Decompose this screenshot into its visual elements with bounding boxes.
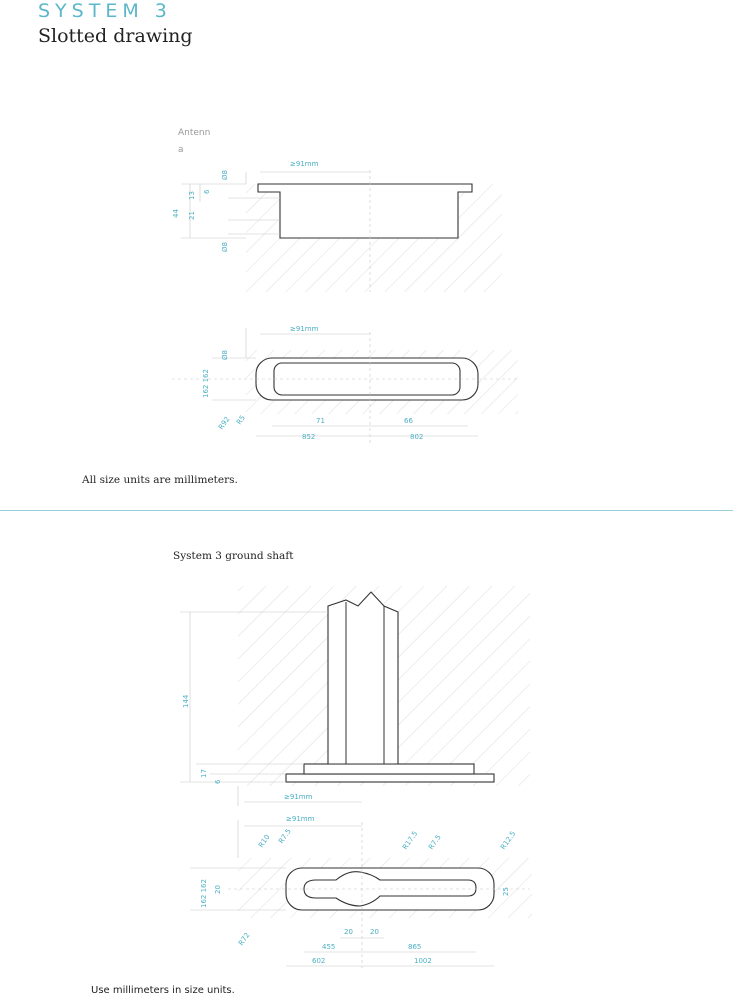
dim-w1002: 1002	[414, 957, 432, 965]
dim-h162: 162 162	[200, 879, 208, 908]
dim-h25: 25	[502, 887, 510, 896]
dim-h20: 20	[214, 885, 222, 894]
dim-w602: 602	[312, 957, 326, 965]
dim-h17: 17	[200, 769, 208, 778]
dim-h44: 44	[172, 209, 180, 218]
page-title: Slotted drawing	[38, 25, 193, 47]
dim-r92: R92	[217, 415, 232, 432]
section-eyebrow: SYSTEM 3	[38, 0, 172, 22]
dim-d8: Ø8	[221, 350, 229, 360]
dim-d8-bottom: Ø8	[221, 242, 229, 252]
dim-bottom-width: ≥91mm	[284, 793, 313, 801]
dim-h13: 13	[188, 191, 196, 200]
dim-top-width: ≥91mm	[286, 815, 315, 823]
dim-h6: 6	[214, 779, 222, 784]
dim-w865: 865	[408, 943, 422, 951]
dim-r5: R5	[235, 413, 247, 427]
shaft-plate	[304, 764, 474, 774]
dim-r175: R17.5	[401, 829, 420, 852]
dim-top-width: ≥91mm	[290, 325, 319, 333]
shaft-base	[286, 774, 494, 782]
shaft-column	[328, 592, 398, 764]
dim-r75-right: R7.5	[427, 833, 443, 852]
dim-h162: 162 162	[202, 369, 210, 398]
antenna-label-cont: a	[178, 145, 184, 155]
dim-w20a: 20	[344, 928, 353, 936]
units-caption-2: Use millimeters in size units.	[91, 985, 235, 996]
slotted-section-drawing	[0, 122, 733, 282]
slot-plan-drawing	[0, 318, 733, 448]
dim-h21: 21	[188, 211, 196, 220]
dim-top-width: ≥91mm	[290, 160, 319, 168]
slot-outline	[258, 184, 472, 238]
dim-w852: 852	[302, 433, 316, 441]
units-caption: All size units are millimeters.	[82, 474, 238, 486]
antenna-label: Antenn	[178, 128, 211, 138]
section-title: System 3 ground shaft	[173, 550, 294, 562]
dim-w455: 455	[322, 943, 336, 951]
dim-h6: 6	[203, 189, 211, 194]
ground-shaft-section-drawing	[0, 580, 733, 810]
dim-w20b: 20	[370, 928, 379, 936]
dim-r125: R12.5	[499, 829, 518, 852]
dim-w66: 66	[404, 417, 413, 425]
dim-r10: R10	[257, 833, 272, 850]
dim-h144: 144	[182, 694, 190, 708]
ground-shaft-plan-drawing	[0, 812, 733, 972]
section-divider	[0, 510, 733, 511]
dim-d8-top: Ø8	[221, 170, 229, 180]
dim-r75-left: R7.5	[277, 827, 293, 846]
dim-r72: R72	[237, 931, 252, 948]
dim-w71: 71	[316, 417, 325, 425]
dim-w802: 802	[410, 433, 424, 441]
